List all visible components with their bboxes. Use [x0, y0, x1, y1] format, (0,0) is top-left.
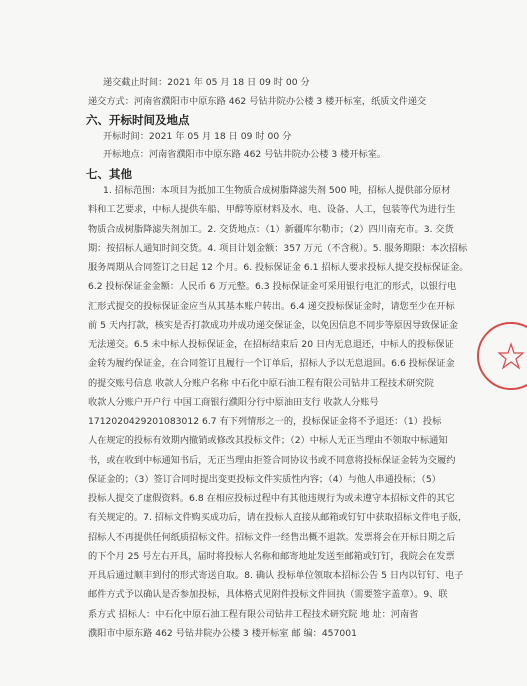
paragraph-line: 招标人不再提供任何纸质招标文件。招标文件一经售出概不退款。发票将会在开标日期之后 — [88, 531, 456, 543]
paragraph-line: 汇形式提交的投标保证金应当从其基本账户转出。6.4 递交投标保证金时，请您至少在开标 — [88, 300, 455, 312]
paragraph-line: 6.2 投标保证金金额：人民币 6 万元整。6.3 投标保证金可采用银行电汇的形式，以银行电 — [88, 281, 457, 293]
paragraph-line: 服务周期从合同签订之日起 12 个月。6. 投标保证金 6.1 招标人要求投标人提交投标保证金。 — [88, 262, 469, 273]
paragraph-line: 有关规定的。7. 招标文件购买成功后，请在投标人直接从邮箱或钉钉中获取招标文件电子版， — [88, 512, 468, 524]
paragraph-line: 收款人分账户开户行 中国工商银行濮阳分行中原油田支行 收款人分账号 — [88, 396, 379, 408]
official-seal-icon — [475, 320, 527, 392]
paragraph-line: 的提交账号信息 收款人分账户名称 中石化中原石油工程有限公司钻井工程技术研究院 — [88, 377, 434, 389]
paragraph-line: 1712020429201083012 6.7 有下列情形之一的，投标保证金将不予退还：（1）投标 — [88, 416, 442, 427]
submit-method-line: 递交方式：河南省濮阳市中原东路 462 号钻井院办公楼 3 楼开标室，纸质文件递交 — [88, 96, 427, 107]
paragraph-line: 书，或在收到中标通知书后，无正当理由拒签合同协议书或不同意将投标保证金转为交履约 — [88, 454, 456, 466]
paragraph-line: 系方式 招标人：中石化中原石油工程有限公司钻井工程技术研究院 地 址：河南省 — [88, 608, 419, 620]
paragraph-line: 金转为履约保证金，在合同签订且履行一个订单后，招标人予以无息退回。6.6 投标保证金 — [88, 358, 455, 370]
paragraph-line: 的下个月 25 号左右开具，届时将投标人名称和邮寄地址发送至邮箱或钉钉，我院会在发票 — [88, 550, 455, 562]
section7-title: 七、其他 — [86, 167, 132, 181]
paragraph-line: 料和工艺要求，中标人提供车船、甲醇等原材料及水、电、设备、人工，包装等代为进行生 — [88, 204, 456, 216]
paragraph-line: 期：按招标人通知时间交货。4. 项目计划金额：357 万元（不含税）。5. 服务期限：本次招标 — [88, 242, 468, 254]
paragraph-line: 物质合成树脂降滤失剂加工。2. 交货地点：（1）新疆库尔勒市；（2）四川南充市。3. 交货 — [88, 223, 454, 235]
deadline-line: 递交截止时间：2021 年 05 月 18 日 09 时 00 分 — [103, 77, 310, 88]
paragraph-line: 人在规定的投标有效期内撤销或修改其投标文件；（2）中标人无正当理由不领取中标通知 — [88, 435, 448, 447]
paragraph-line: 无法递交。6.5 未中标人投标保证金，在招标结束后 20 日内无息退还，中标人的投标保证 — [88, 339, 454, 350]
paragraph-line: 1. 招标范围：本项目为抵加工生物质合成树脂降滤失剂 500 吨，招标人提供部分原材 — [103, 185, 451, 196]
paragraph-line: 濮阳市中原东路 462 号钻井院办公楼 3 楼开标室 邮 编：457001 — [88, 627, 357, 639]
paragraph-line: 前 5 天内打款，核实是否打款成功并成功递交保证金，以免因信息不同步等原因导致保证金 — [88, 319, 458, 331]
paragraph-line: 邮件方式予以确认是否参加投标，具体格式见附件投标文件回执（需要签字盖章）。9、联 — [88, 589, 448, 601]
paragraph-line: 投标人提交了虚假资料。6.8 在相应投标过程中有其他违规行为或未遵守本招标文件的其它 — [88, 493, 455, 504]
section6-title: 六、开标时间及地点 — [86, 113, 190, 127]
open-time-line: 开标时间：2021 年 05 月 18 日 09 时 00 分 — [103, 131, 292, 142]
paragraph-line: 保证金的；（3）签订合同时提出变更投标文件实质性内容；（4）与他人串通投标；（5） — [88, 473, 441, 485]
paragraph-line: 开具后通过顺丰到付的形式寄送自取。8. 确认 投标单位领取本招标公告 5 日内以钉钉、电子 — [88, 570, 464, 581]
open-place-line: 开标地点：河南省濮阳市中原东路 462 号钻井院办公楼 3 楼开标室。 — [103, 149, 387, 160]
